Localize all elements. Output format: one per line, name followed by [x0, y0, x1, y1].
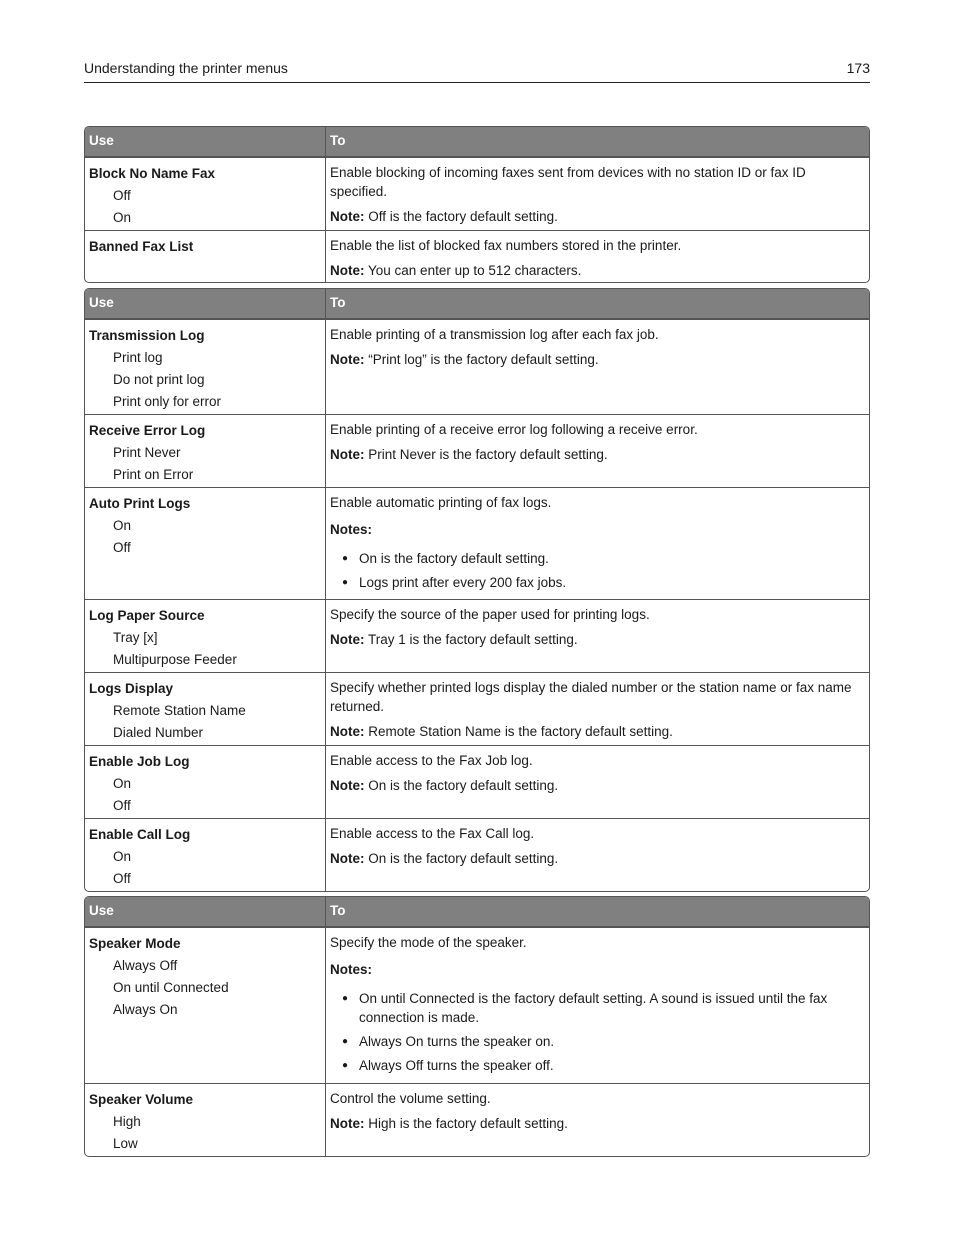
column-header-use: Use [85, 897, 326, 926]
menu-option: Print only for error [113, 394, 222, 409]
table-row [85, 487, 869, 599]
column-header-use: Use [85, 289, 326, 318]
description: Enable printing of a receive error log following a receive error. [330, 422, 698, 437]
description: Enable automatic printing of fax logs. [330, 495, 552, 510]
note-label: Note: [330, 209, 365, 224]
description: Enable access to the Fax Job log. [330, 753, 533, 768]
note-text: You can enter up to 512 characters. [364, 263, 582, 278]
menu-option: Always Off [113, 958, 178, 973]
notes-heading: Notes: [330, 962, 373, 977]
to-cell [326, 320, 869, 414]
note [330, 722, 863, 741]
note-text: Print Never is the factory default setting. [364, 447, 608, 462]
menu-option: Print log [113, 350, 163, 365]
note-label: Note: [330, 1116, 365, 1131]
note-label: Note: [330, 632, 365, 647]
use-cell [85, 673, 326, 745]
use-cell [85, 746, 326, 818]
notes-heading: Notes: [330, 522, 373, 537]
use-cell [85, 1084, 326, 1156]
table-row [85, 230, 869, 282]
table-row [85, 672, 869, 745]
menu-option: Print on Error [113, 467, 194, 482]
menu-item-name: Speaker Mode [89, 936, 181, 951]
note-label: Note: [330, 778, 365, 793]
menu-item-name: Logs Display [89, 681, 174, 696]
note-text: Tray 1 is the factory default setting. [364, 632, 578, 647]
description: Enable blocking of incoming faxes sent from devices with no station ID or fax ID specified. [330, 165, 806, 199]
menu-option: On [113, 518, 132, 533]
description: Specify the mode of the speaker. [330, 935, 527, 950]
list-item: ● Always Off turns the speaker off. [330, 1056, 863, 1075]
notes-list [330, 549, 863, 592]
table-header [85, 127, 869, 157]
menu-item-name: Transmission Log [89, 328, 205, 343]
note-text: Remote Station Name is the factory default setting. [364, 724, 673, 739]
note-label: Note: [330, 851, 365, 866]
table-row [85, 1083, 869, 1156]
menu-item-name: Speaker Volume [89, 1092, 194, 1107]
list-item: ● On is the factory default setting. [330, 549, 863, 568]
menu-table-1 [84, 126, 870, 283]
use-cell [85, 158, 326, 230]
menu-table-3 [84, 896, 870, 1157]
note-text: On is the factory default setting. [364, 778, 559, 793]
list-item: ● Logs print after every 200 fax jobs. [330, 573, 863, 592]
list-item: ● Always On turns the speaker on. [330, 1032, 863, 1051]
description: Specify whether printed logs display the dialed number or the station name or fax name returned. [330, 680, 852, 714]
description: Enable the list of blocked fax numbers stored in the printer. [330, 238, 682, 253]
column-header-to: To [330, 295, 346, 310]
use-cell [85, 320, 326, 414]
menu-option: On [113, 849, 132, 864]
menu-option: On until Connected [113, 980, 229, 995]
menu-item-name: Receive Error Log [89, 423, 206, 438]
note-text: “Print log” is the factory default setting. [364, 352, 599, 367]
description: Enable access to the Fax Call log. [330, 826, 535, 841]
note [330, 1114, 863, 1133]
menu-option: Low [113, 1136, 138, 1151]
note [330, 849, 863, 868]
note-text: On is the factory default setting. [364, 851, 559, 866]
to-cell [326, 158, 869, 230]
to-cell [326, 600, 869, 672]
note [330, 207, 863, 226]
use-cell [85, 600, 326, 672]
use-cell [85, 819, 326, 891]
table-row [85, 927, 869, 1083]
menu-item-name: Block No Name Fax [89, 166, 216, 181]
note-text: Off is the factory default setting. [364, 209, 558, 224]
table-row [85, 157, 869, 230]
column-header-to: To [330, 903, 346, 918]
note-label: Note: [330, 263, 365, 278]
note-text: High is the factory default setting. [364, 1116, 568, 1131]
menu-option: Off [113, 540, 131, 555]
column-header-to: To [330, 133, 346, 148]
menu-option: Remote Station Name [113, 703, 246, 718]
page-header [84, 60, 870, 83]
use-cell [85, 231, 326, 282]
note [330, 776, 863, 795]
menu-item-name: Enable Call Log [89, 827, 191, 842]
page-number: 173 [846, 60, 870, 76]
table-row [85, 319, 869, 414]
menu-option: On [113, 210, 132, 225]
note-label: Note: [330, 724, 365, 739]
column-header-use: Use [85, 127, 326, 156]
menu-table-2 [84, 288, 870, 892]
table-row [85, 599, 869, 672]
note [330, 445, 863, 464]
to-cell [326, 1084, 869, 1156]
notes-list [330, 989, 863, 1075]
to-cell [326, 231, 869, 282]
note [330, 261, 863, 280]
menu-option: Off [113, 871, 131, 886]
table-header [85, 289, 869, 319]
menu-item-name: Auto Print Logs [89, 496, 191, 511]
use-cell [85, 928, 326, 1083]
to-cell [326, 673, 869, 745]
menu-option: High [113, 1114, 141, 1129]
to-cell [326, 415, 869, 487]
menu-option: Off [113, 798, 131, 813]
menu-option: Print Never [113, 445, 181, 460]
note-label: Note: [330, 447, 365, 462]
to-cell [326, 928, 869, 1083]
use-cell [85, 488, 326, 599]
to-cell [326, 488, 869, 599]
to-cell [326, 819, 869, 891]
page-title: Understanding the printer menus [84, 60, 288, 76]
table-header [85, 897, 869, 927]
use-cell [85, 415, 326, 487]
table-row [85, 414, 869, 487]
note [330, 630, 863, 649]
menu-option: Dialed Number [113, 725, 204, 740]
description: Specify the source of the paper used for printing logs. [330, 607, 650, 622]
menu-option: Always On [113, 1002, 178, 1017]
list-item: ● On until Connected is the factory default setting. A sound is issued until the fax connection is made. [330, 989, 863, 1027]
menu-item-name: Log Paper Source [89, 608, 205, 623]
description: Enable printing of a transmission log after each fax job. [330, 327, 659, 342]
table-row [85, 745, 869, 818]
menu-option: Multipurpose Feeder [113, 652, 237, 667]
menu-item-name: Banned Fax List [89, 239, 194, 254]
menu-option: On [113, 776, 132, 791]
menu-item-name: Enable Job Log [89, 754, 190, 769]
menu-option: Off [113, 188, 131, 203]
menu-option: Do not print log [113, 372, 205, 387]
menu-option: Tray [x] [113, 630, 158, 645]
to-cell [326, 746, 869, 818]
note [330, 350, 863, 369]
note-label: Note: [330, 352, 365, 367]
table-row [85, 818, 869, 891]
description: Control the volume setting. [330, 1091, 491, 1106]
